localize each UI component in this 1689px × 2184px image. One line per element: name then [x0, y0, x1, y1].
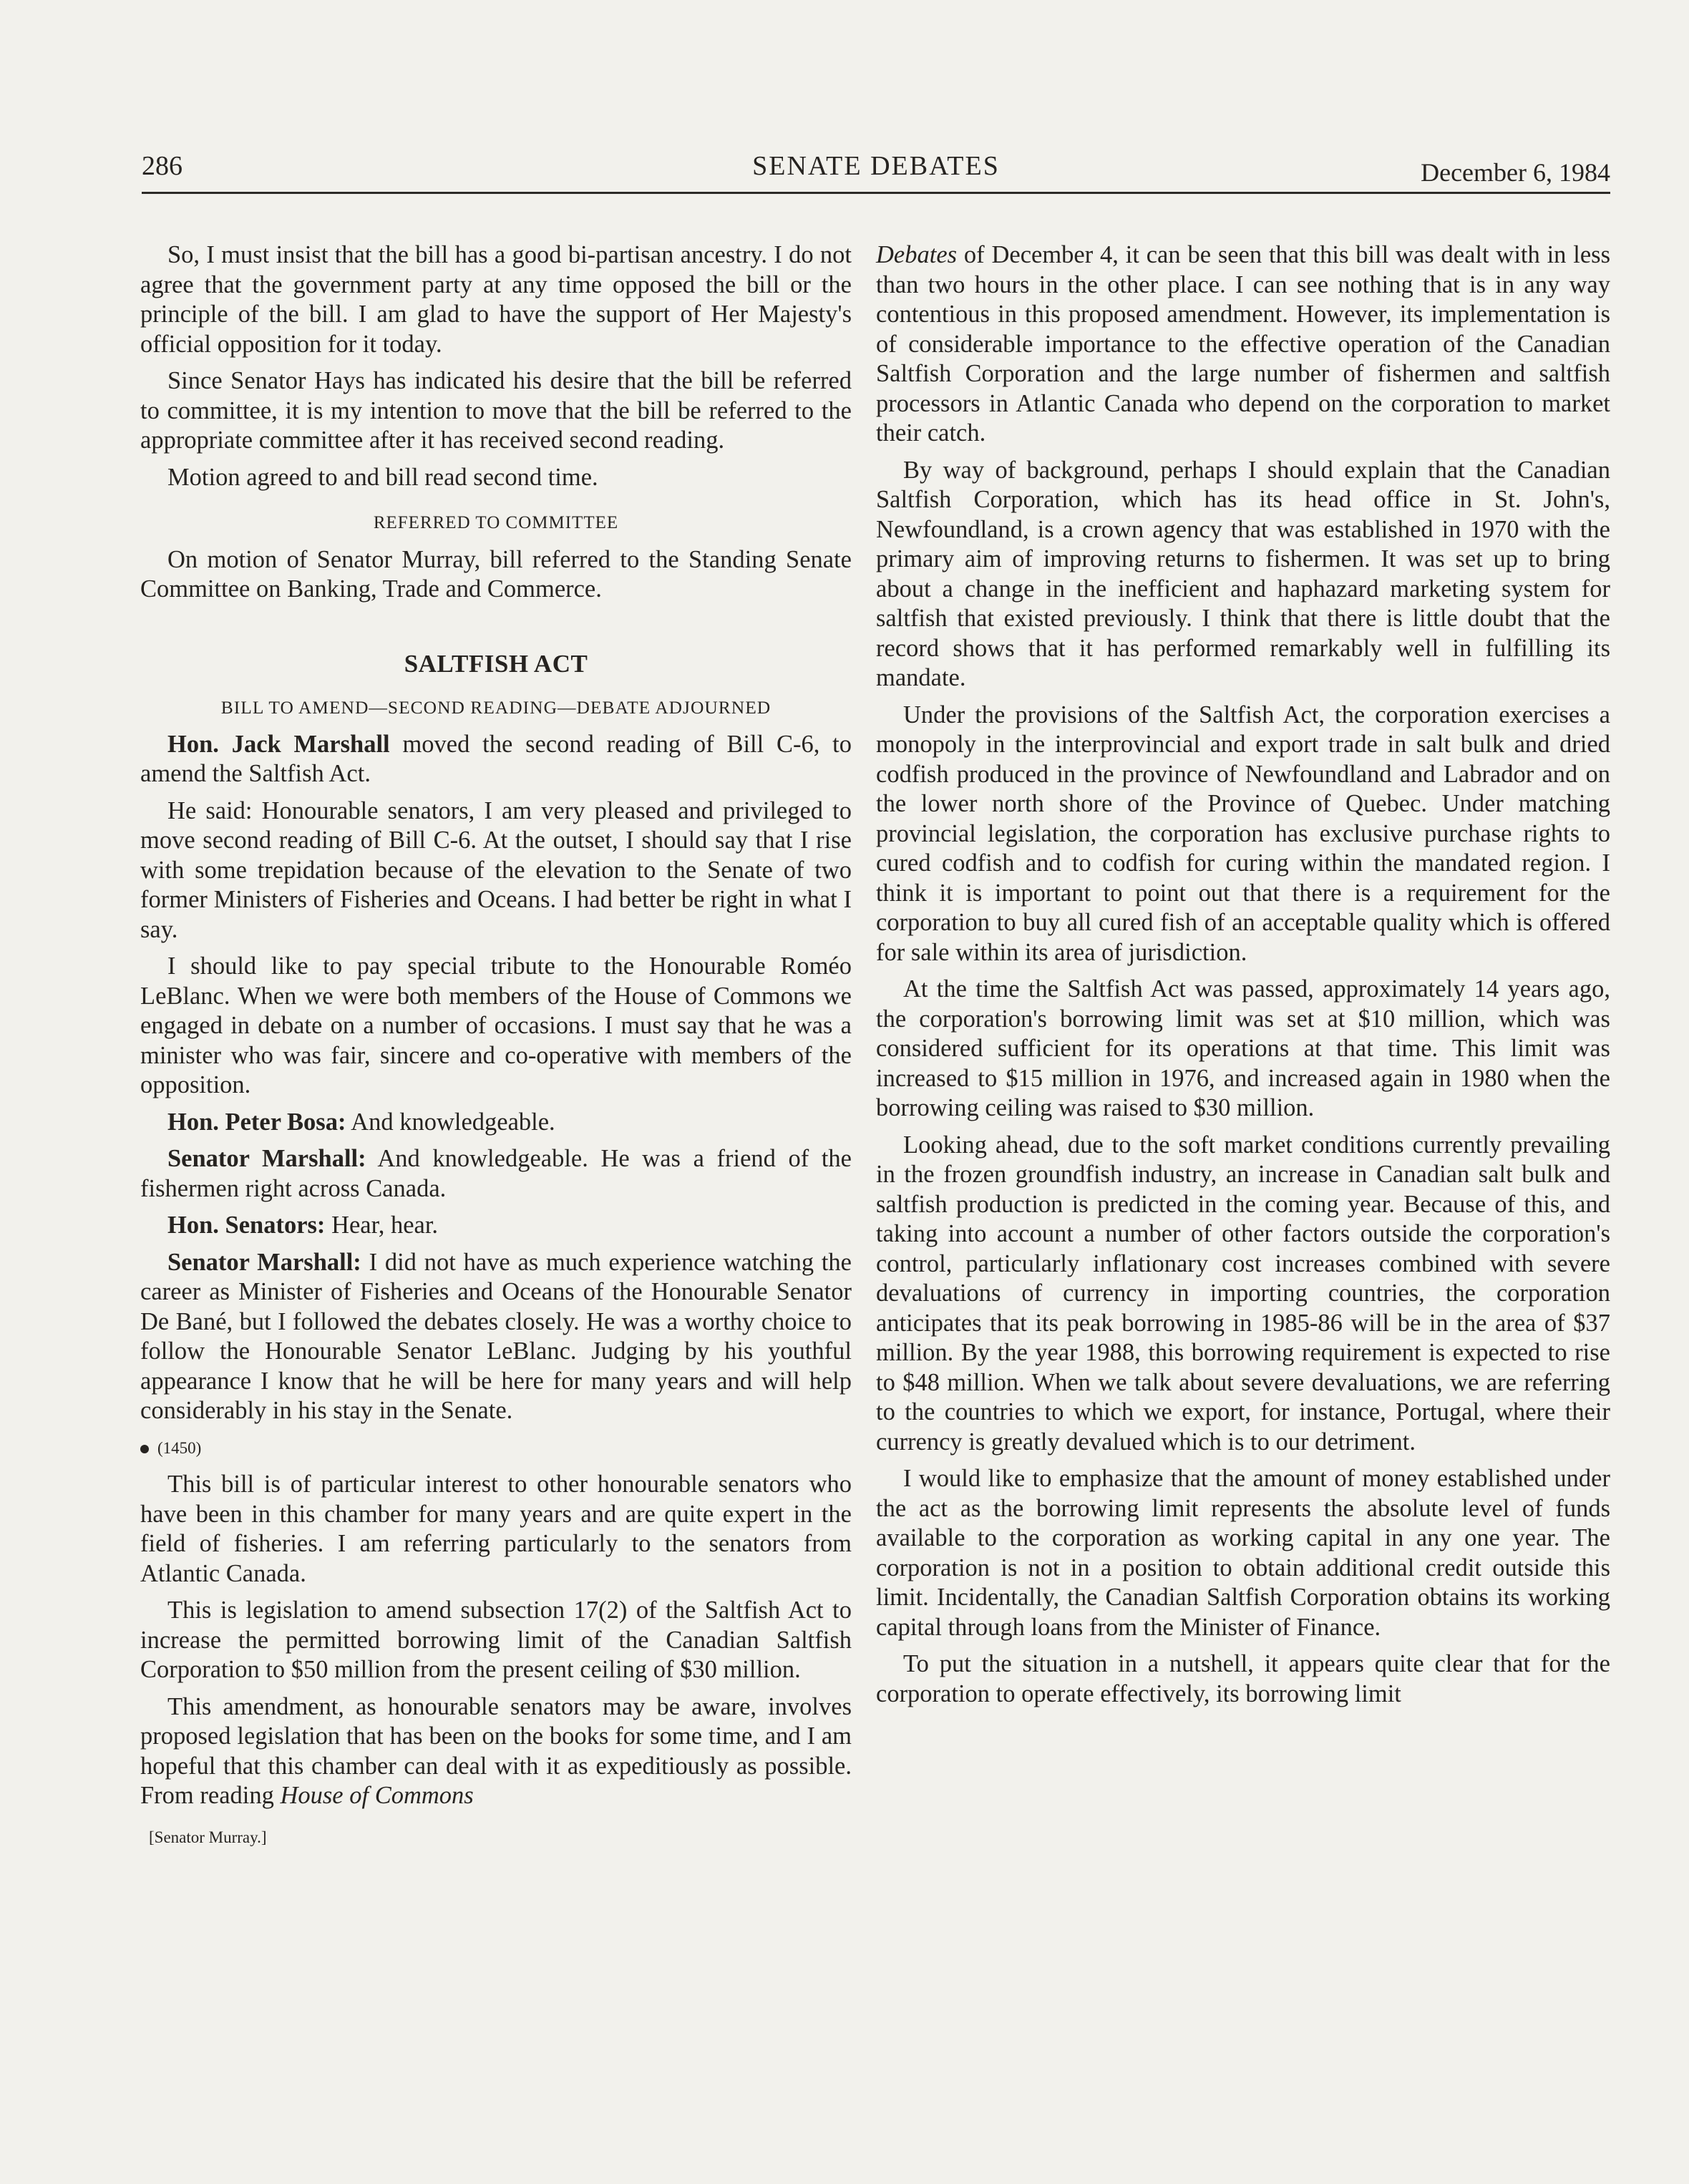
right-column: [876, 240, 1610, 1716]
footnote: [Senator Murray.]: [149, 1828, 267, 1846]
section-subheading: BILL TO AMEND—SECOND READING—DEBATE ADJOURNED: [220, 697, 772, 718]
paragraph: At the time the Saltfish Act was passed, approximately 14 years ago, the corporation's borrowing limit was set at $10 million, which was considered sufficient for its operations at that time. This limit was increased to $15 million in 1976, and increased again in 1980 when the borrowing ceiling was raised to $30 million.: [876, 975, 1610, 1121]
running-header: [142, 146, 1610, 194]
paragraph-text: of December 4, it can be seen that this bill was dealt with in less than two hours in the other place. I can see nothing that is in any way contentious in this proposed amendment. However, its implementation is of considerable importance to the effective operation of the Canadian Saltfish Corporation and the large number of fishermen and saltfish processors in Atlantic Canada who depend on the corporation to market their catch.: [876, 241, 1610, 447]
paragraph: So, I must insist that the bill has a good bi-partisan ancestry. I do not agree that the government party at any time opposed the bill or the principle of the bill. I am glad to have the support of Her Majesty's official opposition for it today.: [140, 241, 852, 358]
speaker-name: Senator Marshall:: [167, 1145, 366, 1172]
time-marker: [140, 1433, 852, 1463]
publication-date: December 6, 1984: [1421, 158, 1610, 187]
speech-text: moved the second reading of Bill C-6, to amend the Saltfish Act.: [140, 730, 852, 787]
time-marker-text: (1450): [157, 1438, 202, 1457]
paragraph: I should like to pay special tribute to the Honourable Roméo LeBlanc. When we were both members of the House of Commons we engaged in debate on a number of occasions. I must say that he was a minister who was fair, sincere and co-operative with members of the opposition.: [140, 952, 852, 1098]
paragraph: [140, 1692, 852, 1811]
italic-title: Debates: [876, 241, 958, 268]
speaker-name: Senator Marshall:: [167, 1248, 361, 1276]
paragraph-text: This amendment, as honourable senators may be aware, involves proposed legislation that has been on the books for some time, and I am hopeful that this chamber can deal with it as expeditiously as possible. From reading: [140, 1692, 852, 1809]
italic-title: House of Commons: [280, 1782, 474, 1809]
paragraph: Looking ahead, due to the soft market conditions currently prevailing in the frozen groundfish industry, an increase in Canadian salt bulk and saltfish production is predicted in the coming year. Because of this, and taking into account a number of other factors outside the corporation's control, particularly inflationary cost increases combined with severe devaluations of currency in importing countries, the corporation anticipates that its peak borrowing in 1985-86 will be in the area of $37 million. By the year 1988, this borrowing requirement is expected to rise to $48 million. When we talk about severe devaluations, we are referring to the countries to which we export, for instance, Portugal, where their currency is greatly devalued which is to our detriment.: [876, 1131, 1610, 1456]
paragraph: This is legislation to amend subsection 17(2) of the Saltfish Act to increase the permitted borrowing limit of the Canadian Saltfish Corporation to $50 million from the present ceiling of $30 million.: [140, 1596, 852, 1683]
speech-text: Hear, hear.: [325, 1212, 439, 1239]
paragraph: Since Senator Hays has indicated his desire that the bill be referred to committee, it is my intention to move that the bill be referred to the appropriate committee after it has received second reading.: [140, 367, 852, 454]
paragraph: Under the provisions of the Saltfish Act, the corporation exercises a monopoly in the interprovincial and export trade in salt bulk and dried codfish produced in the province of Newfoundland and Labrador and on the lower north shore of the Province of Quebec. Under matching provincial legislation, the corporation has exclusive purchase rights to cured codfish and to codfish for curing within the mandated region. I think it is important to point out that there is a requirement for the corporation to buy all cured fish of an acceptable quality which is offered for sale within its area of jurisdiction.: [876, 701, 1610, 966]
paragraph: On motion of Senator Murray, bill referred to the Standing Senate Committee on Banking, Trade and Commerce.: [140, 545, 852, 603]
speaker-name: Hon. Peter Bosa:: [167, 1108, 346, 1136]
speaker-name: Hon. Senators:: [167, 1212, 326, 1239]
speech-paragraph: [140, 1211, 852, 1241]
paragraph: I would like to emphasize that the amount of money established under the act as the borrowing limit represents the absolute level of funds available to the corporation as working capital in any one year. The corporation is not in a position to obtain additional credit outside this limit. Incidentally, the Canadian Saltfish Corporation obtains its working capital through loans from the Minister of Finance.: [876, 1465, 1610, 1641]
section-heading: SALTFISH ACT: [404, 649, 588, 678]
paragraph-continued: [876, 240, 1610, 449]
bullet-icon: [140, 1445, 149, 1453]
paragraph: By way of background, perhaps I should explain that the Canadian Saltfish Corporation, which has its head office in St. John's, Newfoundland, is a crown agency that was established in 1970 with the primary aim of improving returns to fishermen. It was set up to bring about a change in the inefficient and haphazard marketing system for saltfish that existed previously. I think that there is little doubt that the record shows that it has performed remarkably well in fulfilling its mandate.: [876, 456, 1610, 691]
speech-text: And knowledgeable.: [346, 1108, 555, 1136]
paragraph: This bill is of particular interest to other honourable senators who have been in this chamber for many years and are quite expert in the field of fisheries. I am referring particularly to the senators from Atlantic Canada.: [140, 1471, 852, 1587]
speech-paragraph: [140, 1144, 852, 1204]
speech-paragraph: [140, 1108, 852, 1138]
speech-text: And knowledgeable. He was a friend of the fishermen right across Canada.: [140, 1145, 852, 1202]
speech-text: I did not have as much experience watching the career as Minister of Fisheries and Oceans of the Honourable Senator De Bané, but I followed the debates closely. He was a worthy choice to follow the Honourable Senator LeBlanc. Judging by his youthful appearance I know that he will be here for many years and will help considerably in his stay in the Senate.: [140, 1248, 852, 1424]
publication-title: SENATE DEBATES: [752, 151, 1000, 181]
page-number: 286: [142, 151, 182, 181]
paragraph: To put the situation in a nutshell, it appears quite clear that for the corporation to operate effectively, its borrowing limit: [876, 1650, 1610, 1707]
speaker-name: Hon. Jack Marshall: [167, 730, 390, 758]
paragraph: Motion agreed to and bill read second time.: [167, 463, 598, 491]
paragraph: He said: Honourable senators, I am very pleased and privileged to move second reading of Bill C-6. At the outset, I should say that I rise with some trepidation because of the elevation to the Senate of two former Ministers of Fisheries and Oceans. I had better be right in what I say.: [140, 796, 852, 943]
speech-paragraph: [140, 1248, 852, 1426]
speech-paragraph: [140, 730, 852, 789]
left-column: [140, 240, 852, 1852]
section-subheading-committee: REFERRED TO COMMITTEE: [373, 513, 619, 532]
